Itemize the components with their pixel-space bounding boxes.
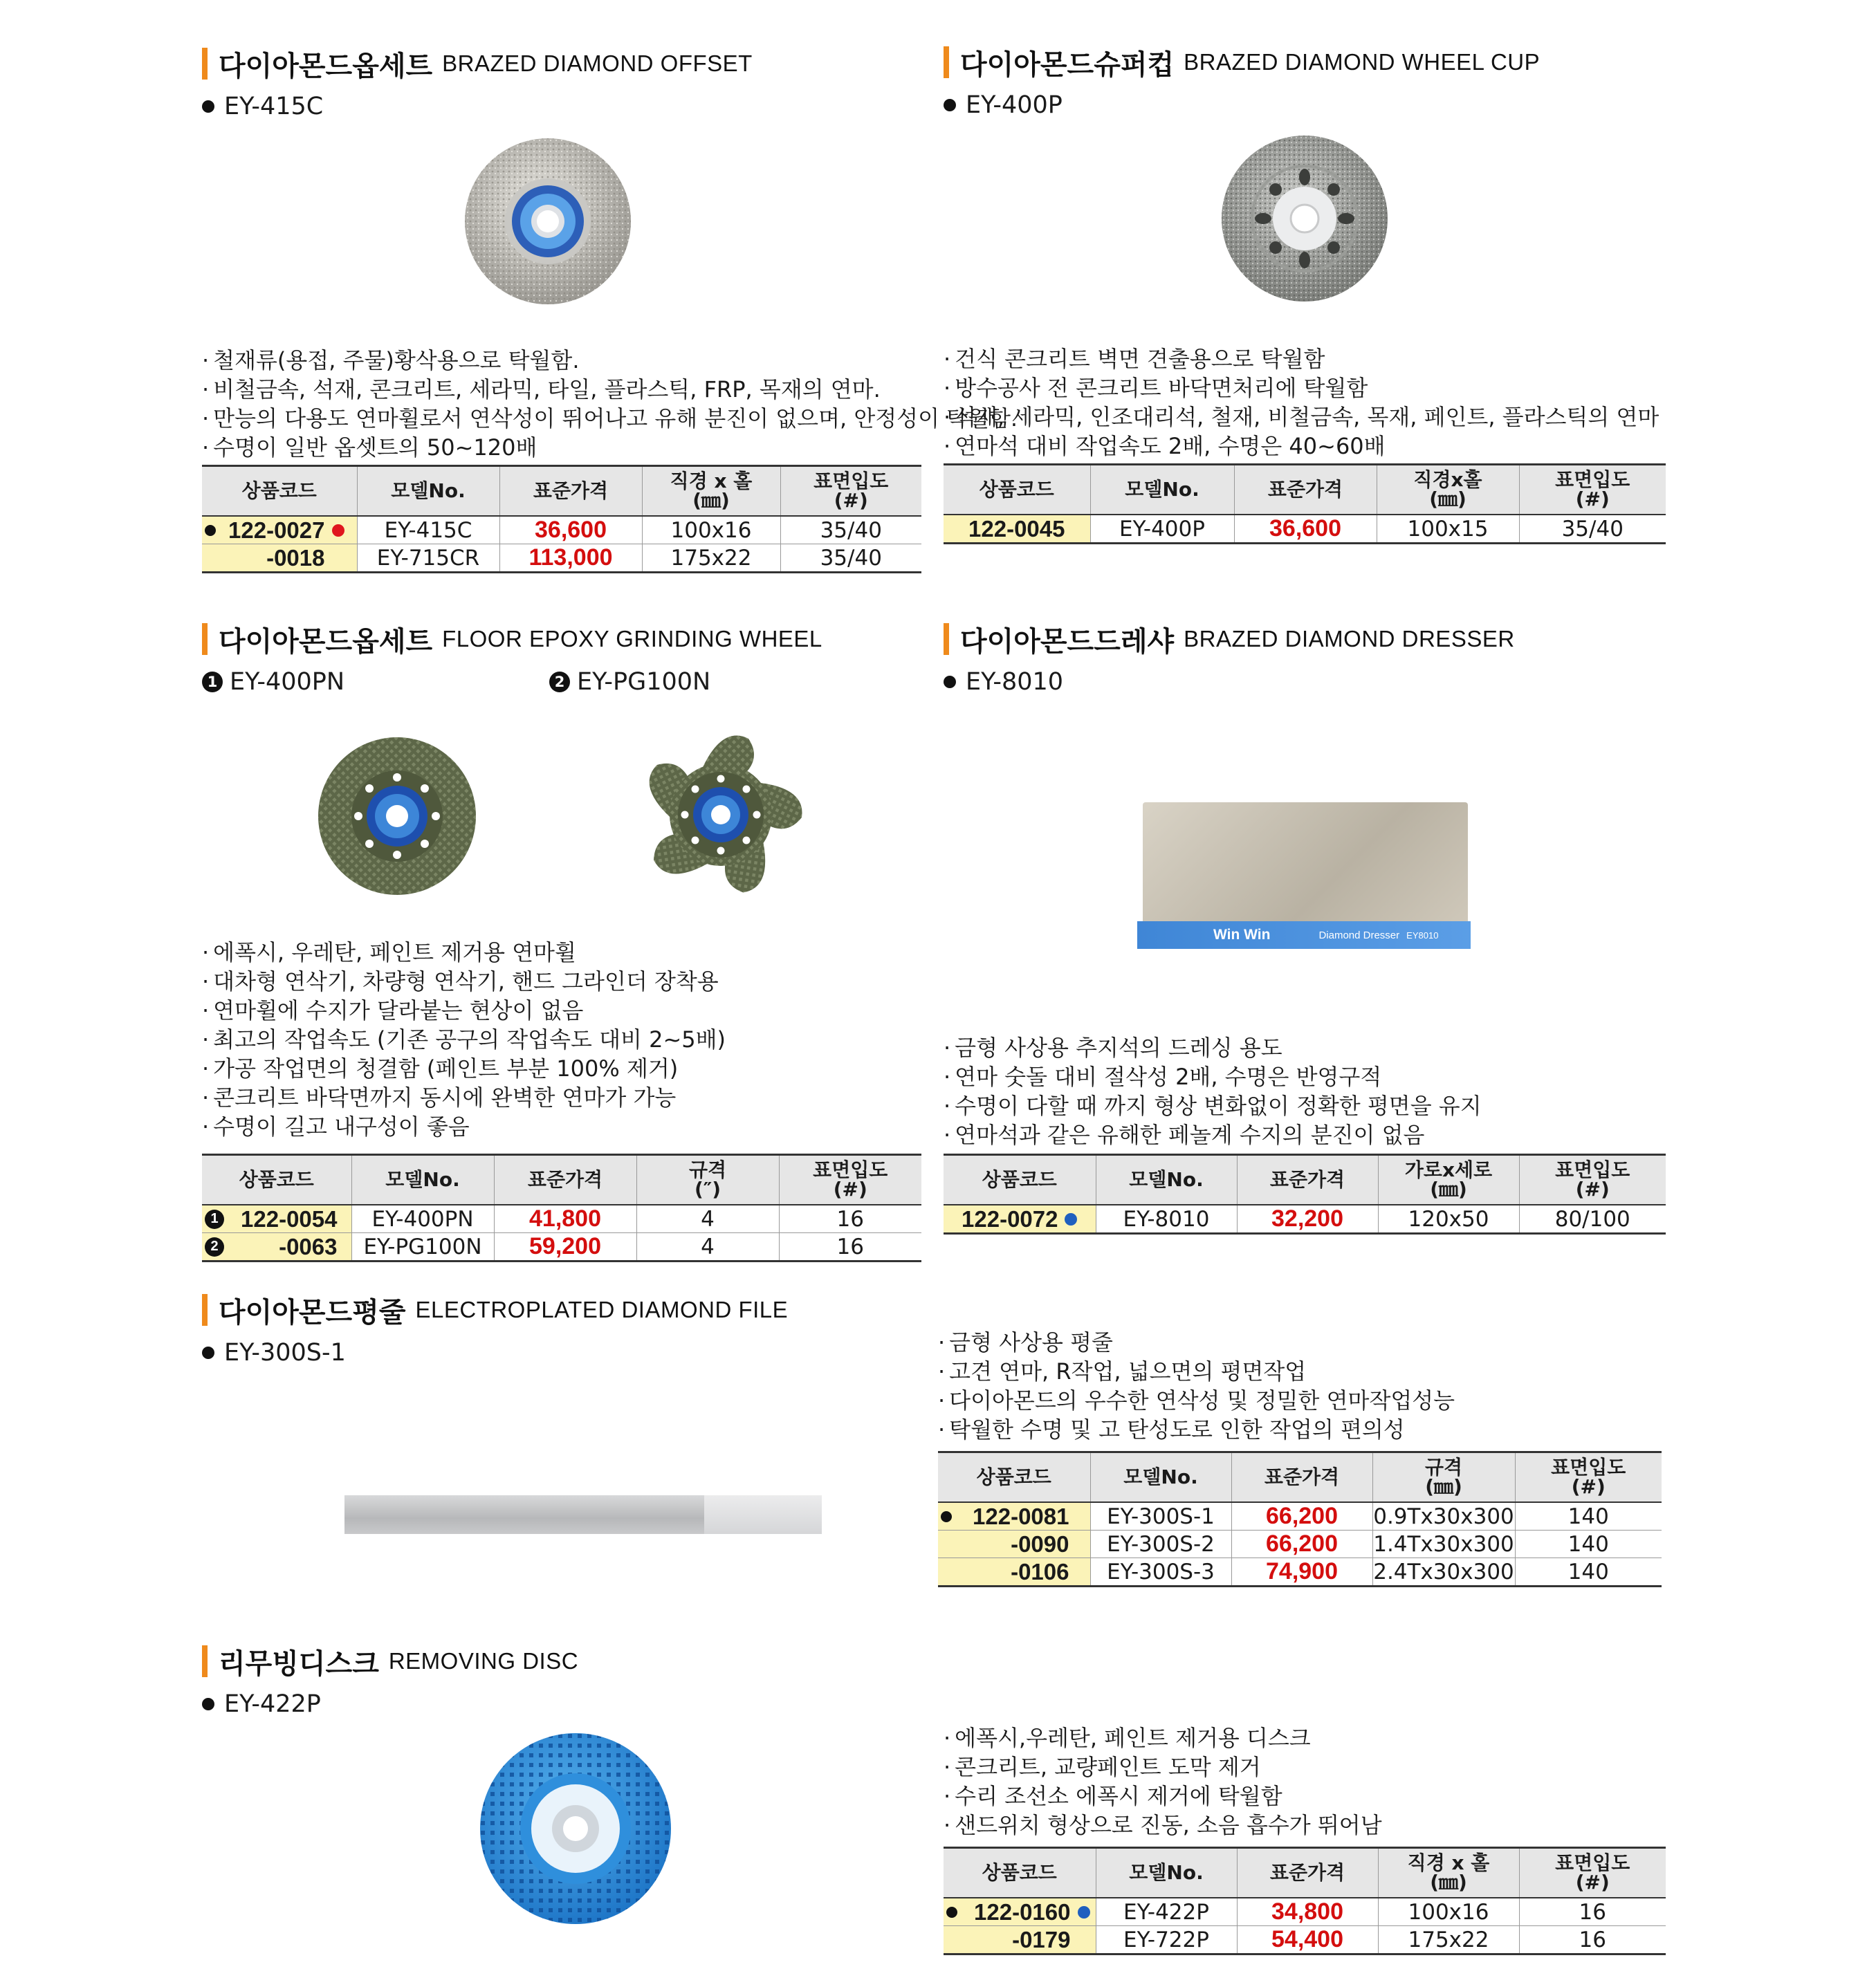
header-grit — [1519, 1155, 1666, 1205]
header-grit-text: 표면입도 (#) — [813, 470, 889, 512]
table-row — [944, 515, 1666, 544]
model-cell: EY-8010 — [1096, 1205, 1237, 1234]
table-row — [944, 1898, 1666, 1926]
feature-item: · 콘크리트, 교량페인트 도막 제거 — [944, 1753, 1382, 1782]
feature-item: · 비철금속, 석재, 콘크리트, 세라믹, 타일, 플라스틱, FRP, 목재의 연마. — [202, 375, 1018, 404]
offset-wheel-image — [463, 137, 632, 306]
feature-item: · 연마석 대비 작업속도 2배, 수명은 40~60배 — [944, 432, 1659, 461]
grit-cell: 16 — [1519, 1926, 1666, 1954]
number-one-icon: 1 — [205, 1210, 224, 1229]
header-model: 모델No. — [351, 1155, 494, 1205]
feature-list — [202, 938, 726, 1141]
title-korean: 다이아몬드드레샤 — [960, 625, 1175, 658]
feature-item: · 최고의 작업속도 (기존 공구의 작업속도 대비 2~5배) — [202, 1025, 726, 1054]
model-label-2 — [549, 668, 710, 696]
model-cell: EY-300S-1 — [1090, 1502, 1231, 1531]
accent-bar — [944, 623, 949, 655]
table-row — [202, 1233, 921, 1261]
price-cell: 36,600 — [1234, 515, 1377, 544]
product-code: -0179 — [1012, 1926, 1071, 1952]
header-size-text: 규격 (″) — [688, 1158, 727, 1201]
accent-bar — [202, 623, 208, 655]
dresser-label-name: Diamond Dresser — [1318, 929, 1400, 941]
model-number: EY-415C — [224, 93, 324, 120]
header-grit-text: 표면입도 (#) — [1555, 1851, 1630, 1894]
feature-item: · 샌드위치 형상으로 진동, 소음 흡수가 뛰어남 — [944, 1811, 1382, 1840]
spec-table — [202, 465, 921, 573]
section-floor-epoxy-grinding-wheel — [202, 621, 921, 1264]
bullet-dot-icon — [946, 1907, 957, 1918]
model-cell: EY-400P — [1090, 515, 1234, 544]
product-code-cell — [202, 1233, 351, 1261]
model-number: EY-400P — [966, 91, 1063, 119]
grit-cell: 16 — [779, 1205, 921, 1233]
section-brazed-diamond-dresser — [944, 621, 1666, 1244]
feature-item: · 만능의 다용도 연마휠로서 연삭성이 뛰어나고 유해 분진이 없으며, 안정성이 탁월함. — [202, 404, 1018, 433]
feature-item: · 연마휠에 수지가 달라붙는 현상이 없음 — [202, 996, 726, 1025]
dresser-label-code: EY8010 — [1406, 930, 1439, 941]
bullet-dot-icon — [944, 99, 956, 111]
header-price: 표준가격 — [1231, 1452, 1372, 1503]
spec-table — [938, 1451, 1662, 1587]
table-row — [202, 1205, 921, 1233]
product-code: -0018 — [266, 544, 325, 571]
price-cell: 113,000 — [499, 544, 642, 573]
dresser-image — [1137, 802, 1471, 950]
model-label — [202, 93, 323, 120]
feature-item: · 수명이 다할 때 까지 형상 변화없이 정확한 평면을 유지 — [944, 1091, 1482, 1120]
product-code-cell — [202, 544, 357, 573]
bullet-dot-icon — [944, 676, 956, 688]
feature-item: · 연마 숫돌 대비 절삭성 2배, 수명은 반영구적 — [944, 1062, 1482, 1091]
grit-cell: 16 — [1519, 1898, 1666, 1926]
table-row — [944, 1205, 1666, 1234]
table-row — [938, 1502, 1662, 1531]
title-korean: 다이아몬드옵세트 — [219, 625, 433, 658]
price-cell: 66,200 — [1231, 1531, 1372, 1558]
header-grit — [780, 466, 921, 517]
header-code: 상품코드 — [944, 1848, 1096, 1898]
section-title — [202, 1292, 788, 1328]
size-cell: 175x22 — [642, 544, 780, 573]
product-code-cell — [938, 1502, 1090, 1531]
product-code: 122-0045 — [968, 515, 1065, 542]
size-cell: 4 — [636, 1233, 779, 1261]
feature-item: · 에폭시,우레탄, 페인트 제거용 디스크 — [944, 1723, 1382, 1753]
table-header-row — [944, 1848, 1666, 1898]
header-grit-text: 표면입도 (#) — [813, 1158, 888, 1201]
feature-item: · 수명이 길고 내구성이 좋음 — [202, 1112, 726, 1141]
header-code: 상품코드 — [944, 465, 1090, 515]
section-electroplated-diamond-file-header — [202, 1292, 921, 1569]
grit-cell: 35/40 — [780, 544, 921, 573]
table-row — [944, 1926, 1666, 1954]
model-number: EY-422P — [224, 1690, 321, 1718]
size-cell: 175x22 — [1378, 1926, 1519, 1954]
feature-list — [944, 344, 1659, 461]
table-header-row — [202, 466, 921, 517]
product-code-cell — [938, 1531, 1090, 1558]
table-header-row — [938, 1452, 1662, 1503]
header-grit — [1519, 1848, 1666, 1898]
section-title — [202, 46, 753, 82]
grit-cell: 80/100 — [1519, 1205, 1666, 1234]
header-code: 상품코드 — [944, 1155, 1096, 1205]
product-code: 122-0027 — [228, 517, 325, 543]
feature-item: · 콘크리트 바닥면까지 동시에 완벽한 연마가 가능 — [202, 1083, 726, 1112]
feature-item: · 가공 작업면의 청결함 (페인트 부분 100% 제거) — [202, 1054, 726, 1083]
title-korean: 다이아몬드슈퍼컵 — [960, 48, 1175, 81]
number-one-icon: 1 — [202, 672, 223, 692]
price-cell: 54,400 — [1237, 1926, 1378, 1954]
accent-bar — [944, 46, 949, 78]
bullet-dot-icon — [205, 525, 216, 536]
feature-item: · 수명이 일반 옵셋트의 50~120배 — [202, 433, 1018, 462]
section-brazed-diamond-wheel-cup — [944, 44, 1666, 556]
number-two-icon: 2 — [549, 672, 570, 692]
model-cell: EY-722P — [1096, 1926, 1237, 1954]
model-cell: EY-PG100N — [351, 1233, 494, 1261]
product-code: 122-0054 — [241, 1205, 338, 1232]
product-code-cell — [944, 1205, 1096, 1234]
accent-bar — [202, 48, 208, 80]
model-number: EY-8010 — [966, 668, 1064, 696]
model-label — [202, 1690, 321, 1718]
grit-cell: 140 — [1515, 1531, 1662, 1558]
header-grit — [1519, 465, 1666, 515]
section-removing-disc-details — [944, 1723, 1666, 1978]
header-size — [1377, 465, 1519, 515]
header-grit-text: 표면입도 (#) — [1551, 1456, 1626, 1498]
red-dot-icon — [332, 524, 344, 537]
title-english: BRAZED DIAMOND OFFSET — [442, 50, 753, 76]
size-cell: 120x50 — [1378, 1205, 1519, 1234]
model-label — [944, 91, 1063, 119]
header-size — [642, 466, 780, 517]
header-model: 모델No. — [1096, 1848, 1237, 1898]
size-cell: 1.4Tx30x300 — [1373, 1531, 1514, 1557]
model-cell: EY-400PN — [351, 1205, 494, 1233]
header-price: 표준가격 — [494, 1155, 636, 1205]
feature-item: · 탁월한 수명 및 고 탄성도로 인한 작업의 편의성 — [938, 1415, 1455, 1444]
header-size — [1372, 1452, 1515, 1503]
removing-disc-image — [479, 1732, 672, 1925]
product-code: -0063 — [279, 1233, 338, 1259]
model-label — [944, 668, 1063, 696]
feature-list — [944, 1723, 1382, 1840]
bullet-dot-icon — [941, 1511, 952, 1522]
section-title — [202, 1643, 578, 1679]
header-size — [1378, 1848, 1519, 1898]
product-code: 122-0081 — [973, 1503, 1069, 1529]
product-code-cell — [944, 1898, 1096, 1926]
feature-item: · 금형 사상용 평줄 — [938, 1328, 1455, 1357]
header-code: 상품코드 — [938, 1452, 1090, 1503]
grit-cell: 140 — [1515, 1558, 1662, 1587]
header-price: 표준가격 — [1237, 1155, 1378, 1205]
title-english: REMOVING DISC — [388, 1648, 579, 1674]
spec-table — [944, 1847, 1666, 1955]
model-number: EY-300S-1 — [224, 1339, 346, 1367]
grit-cell: 16 — [779, 1233, 921, 1261]
feature-item: · 에폭시, 우레탄, 페인트 제거용 연마휠 — [202, 938, 726, 967]
model-cell: EY-300S-3 — [1090, 1558, 1231, 1587]
spec-table — [944, 1154, 1666, 1235]
size-cell: 2.4Tx30x300 — [1372, 1558, 1515, 1587]
header-grit — [1515, 1452, 1662, 1503]
wheel-cup-image — [1220, 134, 1389, 303]
model-cell: EY-415C — [357, 516, 499, 544]
spec-table — [202, 1154, 921, 1262]
bullet-dot-icon — [202, 1347, 214, 1359]
section-title — [944, 621, 1515, 657]
bullet-dot-icon — [202, 1698, 214, 1710]
header-price: 표준가격 — [1237, 1848, 1378, 1898]
feature-item: · 다이아몬드의 우수한 연삭성 및 정밀한 연마작업성능 — [938, 1386, 1455, 1415]
feature-item: · 연마석과 같은 유해한 페놀계 수지의 분진이 없음 — [944, 1120, 1482, 1149]
dresser-diamond-surface — [1143, 802, 1468, 924]
model-label-1 — [202, 668, 344, 696]
product-code-cell — [202, 1205, 351, 1233]
product-code-cell — [202, 516, 357, 544]
epoxy-wheel-image — [317, 736, 477, 896]
feature-item: · 수리 조선소 에폭시 제거에 탁월함 — [944, 1782, 1382, 1811]
model-cell: EY-422P — [1096, 1898, 1237, 1926]
product-code: -0106 — [1011, 1558, 1069, 1584]
price-cell: 34,800 — [1237, 1898, 1378, 1926]
price-cell: 74,900 — [1231, 1558, 1372, 1587]
header-size — [1378, 1155, 1519, 1205]
header-size — [636, 1155, 779, 1205]
header-size-text: 직경 x 홀 (㎜) — [670, 470, 753, 512]
header-grit-text: 표면입도 (#) — [1555, 1158, 1630, 1201]
feature-item: · 철재류(용접, 주물)황삭용으로 탁월함. — [202, 346, 1018, 375]
header-size-text: 규격 (㎜) — [1424, 1456, 1463, 1498]
header-code: 상품코드 — [202, 466, 357, 517]
price-cell: 41,800 — [494, 1205, 636, 1233]
grit-cell: 35/40 — [780, 516, 921, 544]
section-title — [944, 44, 1540, 80]
feature-item: · 건식 콘크리트 벽면 견출용으로 탁월함 — [944, 344, 1659, 373]
product-code: -0090 — [1011, 1531, 1069, 1557]
size-cell: 100x15 — [1377, 515, 1519, 544]
product-code-cell — [944, 515, 1090, 544]
diamond-file-image — [344, 1495, 822, 1534]
title-korean: 다이아몬드평줄 — [219, 1296, 406, 1329]
table-header-row — [944, 1155, 1666, 1205]
feature-item: · 대차형 연삭기, 차량형 연삭기, 핸드 그라인더 장착용 — [202, 967, 726, 996]
feature-list — [202, 346, 1018, 462]
header-model: 모델No. — [357, 466, 499, 517]
table-row — [938, 1558, 1662, 1587]
product-code: 122-0160 — [974, 1898, 1071, 1925]
table-row — [202, 544, 921, 573]
table-header-row — [202, 1155, 921, 1205]
spec-table — [944, 463, 1666, 544]
size-cell: 0.9Tx30x300 — [1372, 1502, 1515, 1531]
header-grit-text: 표면입도 (#) — [1555, 468, 1630, 510]
file-coated-part — [344, 1495, 704, 1534]
size-cell: 100x16 — [1378, 1898, 1519, 1926]
feature-list — [938, 1328, 1455, 1444]
section-removing-disc-header — [202, 1643, 921, 1978]
table-row — [202, 516, 921, 544]
dresser-blue-base — [1137, 921, 1471, 949]
size-cell: 4 — [636, 1205, 779, 1233]
price-cell: 32,200 — [1237, 1205, 1378, 1234]
feature-list — [944, 1033, 1482, 1149]
model-cell: EY-300S-2 — [1090, 1531, 1231, 1558]
feature-item: · 석재, 세라믹, 인조대리석, 철재, 비철금속, 목재, 페인트, 플라스틱의 연마 — [944, 403, 1659, 432]
header-model: 모델No. — [1090, 465, 1234, 515]
header-size-text: 직경 x 홀 (㎜) — [1407, 1851, 1490, 1894]
section-electroplated-diamond-file-details — [938, 1328, 1662, 1605]
product-code-cell — [944, 1926, 1096, 1954]
feature-item: · 고견 연마, R작업, 넓으면의 평면작업 — [938, 1357, 1455, 1386]
header-grit — [779, 1155, 921, 1205]
file-handle-part — [704, 1495, 822, 1534]
header-model: 모델No. — [1096, 1155, 1237, 1205]
accent-bar — [202, 1294, 208, 1326]
price-cell: 36,600 — [499, 516, 642, 544]
table-row — [938, 1531, 1662, 1558]
title-english: BRAZED DIAMOND WHEEL CUP — [1184, 49, 1541, 75]
title-english: ELECTROPLATED DIAMOND FILE — [415, 1297, 789, 1322]
title-korean: 리무빙디스크 — [219, 1647, 379, 1680]
price-cell: 66,200 — [1231, 1502, 1372, 1531]
title-korean: 다이아몬드옵세트 — [219, 50, 433, 82]
title-english: FLOOR EPOXY GRINDING WHEEL — [442, 626, 822, 651]
product-code: 122-0072 — [962, 1205, 1058, 1232]
blue-dot-icon — [1078, 1906, 1090, 1919]
header-price: 표준가격 — [1234, 465, 1377, 515]
model-number: EY-400PN — [230, 668, 345, 696]
model-number: EY-PG100N — [577, 668, 711, 696]
size-cell: 100x16 — [642, 516, 780, 544]
header-model: 모델No. — [1090, 1452, 1231, 1503]
table-header-row — [944, 465, 1666, 515]
flap-wheel-image — [636, 730, 805, 899]
price-cell: 59,200 — [494, 1233, 636, 1261]
feature-item: · 방수공사 전 콘크리트 바닥면처리에 탁월함 — [944, 373, 1659, 403]
bullet-dot-icon — [202, 100, 214, 113]
header-code: 상품코드 — [202, 1155, 351, 1205]
section-title — [202, 621, 822, 657]
product-code-cell — [938, 1558, 1090, 1587]
header-price: 표준가격 — [499, 466, 642, 517]
header-size-text: 직경x홀 (㎜) — [1413, 468, 1482, 510]
model-cell: EY-715CR — [357, 544, 499, 573]
grit-cell: 140 — [1515, 1502, 1662, 1531]
blue-dot-icon — [1065, 1213, 1077, 1226]
model-label — [202, 1339, 346, 1367]
accent-bar — [202, 1645, 208, 1677]
number-two-icon: 2 — [205, 1237, 224, 1257]
title-english: BRAZED DIAMOND DRESSER — [1184, 626, 1515, 651]
grit-cell: 35/40 — [1519, 515, 1666, 544]
feature-item: · 금형 사상용 추지석의 드레싱 용도 — [944, 1033, 1482, 1062]
dresser-brand: Win Win — [1213, 927, 1271, 943]
header-size-text: 가로x세로 (㎜) — [1404, 1158, 1493, 1201]
